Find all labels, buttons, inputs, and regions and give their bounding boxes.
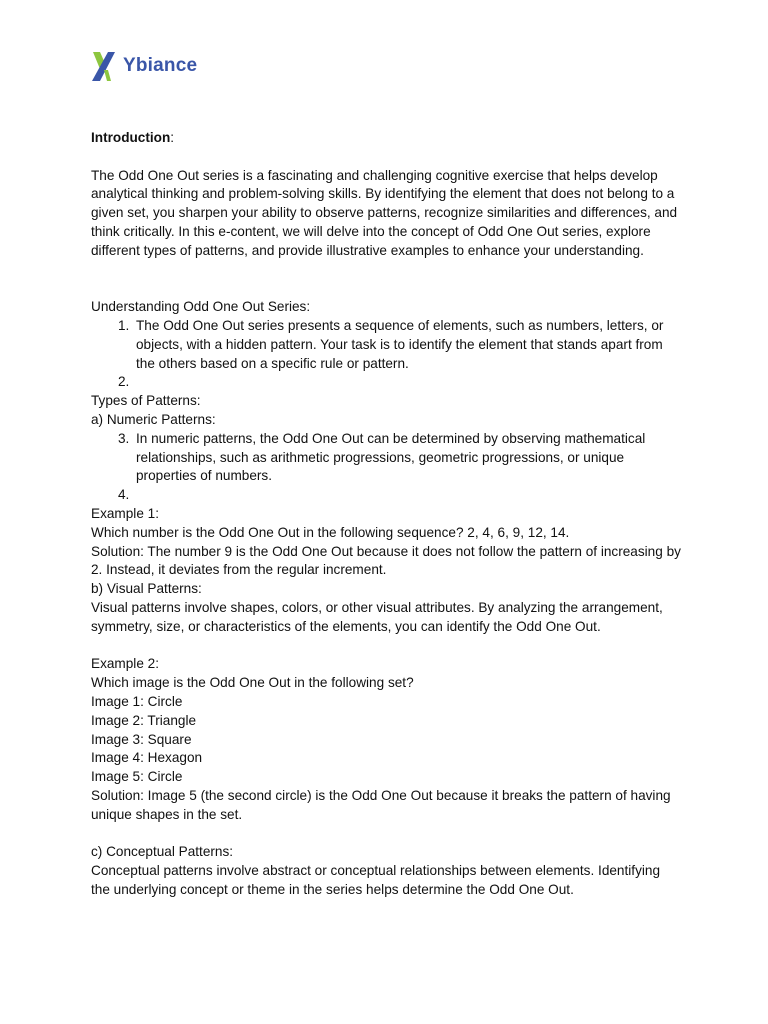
example2-solution: Solution: Image 5 (the second circle) is the Odd One Out because it breaks the pattern of having unique shapes in the set. <box>91 787 671 822</box>
numeric-patterns-heading: a) Numeric Patterns: <box>91 411 216 427</box>
example2-question: Which image is the Odd One Out in the following set? <box>91 675 414 691</box>
understanding-heading: Understanding Odd One Out Series: <box>91 299 311 315</box>
document-body <box>91 129 681 900</box>
example1-solution: Solution: The number 9 is the Odd One Out because it does not follow the pattern of increasing by 2. Instead, it deviates from the regular increment. <box>91 543 681 578</box>
image-list-item: Image 4: Hexagon <box>91 750 203 766</box>
visual-patterns-text: Visual patterns involve shapes, colors, or other visual attributes. By analyzing the arrangement, symmetry, size, or characteristics of the elements, you can identify the Odd One Out. <box>91 599 663 634</box>
visual-patterns-heading: b) Visual Patterns: <box>91 581 202 597</box>
list-item: 4. <box>118 487 130 503</box>
example1-question: Which number is the Odd One Out in the following sequence? 2, 4, 6, 9, 12, 14. <box>91 524 570 540</box>
ybiance-logo-icon <box>91 50 117 82</box>
list-item: 1. The Odd One Out series presents a sequence of elements, such as numbers, letters, or objects, with a hidden pattern. Your task is to identify the element that stands apart from the others based on a specific rule or pattern. <box>118 317 664 371</box>
intro-paragraph: The Odd One Out series is a fascinating and challenging cognitive exercise that helps develop analytical thinking and problem-solving skills. By identifying the element that does not belong to a given set, you sharpen your ability to observe patterns, recognize similarities and differences, and think critically. In this e-content, we will delve into the concept of Odd One Out series, explore different types of patterns, and provide illustrative examples to enhance your understanding. <box>91 167 678 258</box>
image-list-item: Image 1: Circle <box>91 693 183 709</box>
brand-logo <box>91 50 197 82</box>
intro-heading: Introduction <box>91 130 171 145</box>
example2-heading: Example 2: <box>91 656 160 672</box>
list-item: 2. <box>118 374 130 390</box>
conceptual-patterns-heading: c) Conceptual Patterns: <box>91 844 234 860</box>
image-list-item: Image 5: Circle <box>91 769 183 785</box>
conceptual-patterns-text: Conceptual patterns involve abstract or conceptual relationships between elements. Identifying the underlying concept or theme in the series helps determine the Odd One Out. <box>91 863 661 897</box>
image-list-item: Image 2: Triangle <box>91 712 197 728</box>
example1-heading: Example 1: <box>91 505 160 521</box>
intro-heading-line: Introduction: <box>91 130 175 145</box>
brand-name: Ybiance <box>123 55 198 76</box>
types-heading: Types of Patterns: <box>91 393 201 409</box>
list-item: 3. In numeric patterns, the Odd One Out can be determined by observing mathematical relationships, such as arithmetic progressions, geometric progressions, or unique properties of numbers. <box>118 430 646 484</box>
image-list-item: Image 3: Square <box>91 731 192 747</box>
